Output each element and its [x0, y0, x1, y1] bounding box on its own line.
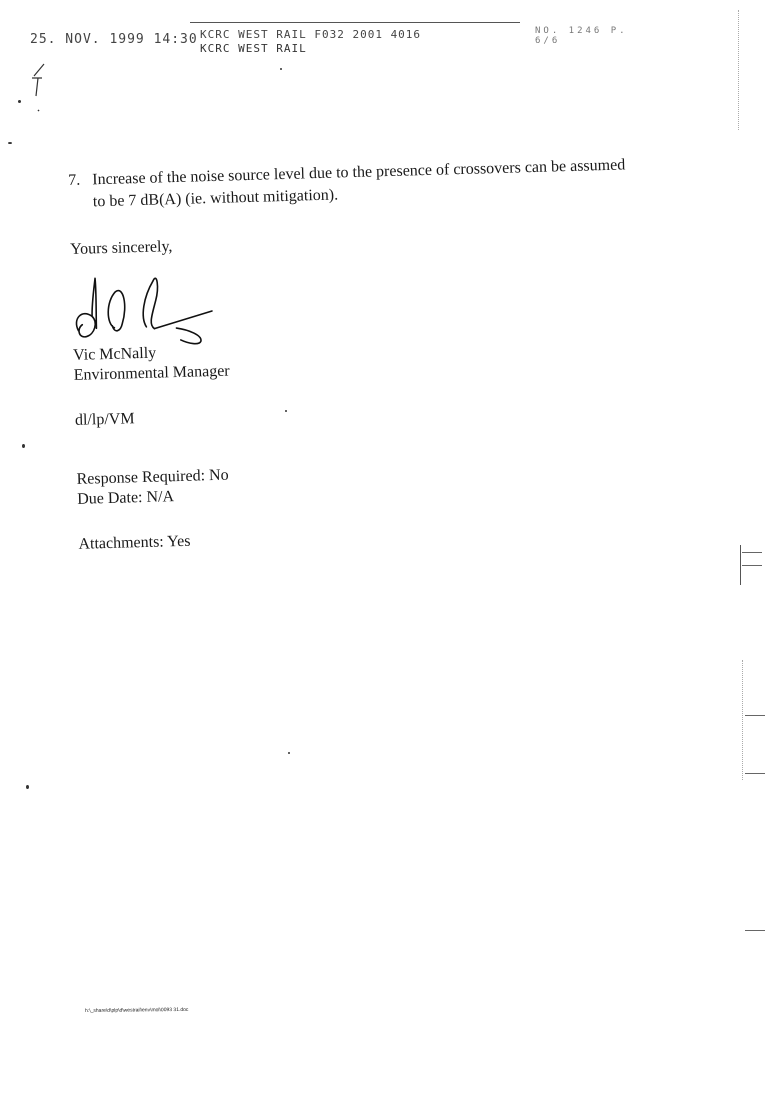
list-item-text: Increase of the noise source level due to the presence of crossovers can be assumed to be 7 dB(A) (ie. without mitigation).	[92, 156, 626, 211]
scan-edge-line	[742, 552, 762, 553]
scan-edge-line	[740, 545, 741, 585]
scan-speck	[18, 100, 21, 103]
signatory-title: Environmental Manager	[73, 362, 230, 384]
reference-code: dl/lp/VM	[74, 410, 135, 429]
response-required: Response Required: No	[76, 466, 229, 488]
scan-edge-line	[738, 10, 739, 130]
signature-image	[71, 265, 223, 351]
scan-edge-line	[742, 565, 762, 566]
attachments: Attachments: Yes	[78, 532, 191, 553]
scan-edge-line	[745, 715, 765, 716]
scan-speck	[285, 410, 287, 412]
footer-file-path: h:\_share\d\plp\d\westrail\env\mol\0093 31.doc	[85, 1006, 189, 1014]
scan-edge-line	[745, 930, 765, 931]
scan-edge-line	[742, 660, 743, 780]
list-item	[68, 153, 669, 214]
fax-datetime: 25. NOV. 1999 14:30	[30, 32, 198, 47]
fax-page-info: NO. 1246 P. 6/6	[535, 26, 628, 46]
scan-speck	[280, 68, 282, 70]
signatory-name: Vic McNally	[72, 344, 157, 364]
closing: Yours sincerely,	[69, 238, 173, 258]
fax-header	[30, 22, 650, 62]
letter-body	[68, 153, 678, 554]
fax-header-rule	[190, 22, 520, 23]
fax-sender-line-2: KCRC WEST RAIL	[200, 42, 307, 55]
due-date: Due Date: N/A	[76, 488, 175, 508]
scan-speck	[26, 785, 29, 789]
scan-speck	[8, 142, 12, 144]
scan-edge-line	[745, 773, 765, 774]
fax-scan-mark	[30, 62, 48, 112]
scan-speck	[22, 444, 25, 448]
scan-speck	[288, 752, 290, 754]
list-item-number: 7.	[68, 171, 81, 189]
fax-sender-line-1: KCRC WEST RAIL F032 2001 4016	[200, 28, 422, 41]
response-block	[76, 453, 677, 510]
